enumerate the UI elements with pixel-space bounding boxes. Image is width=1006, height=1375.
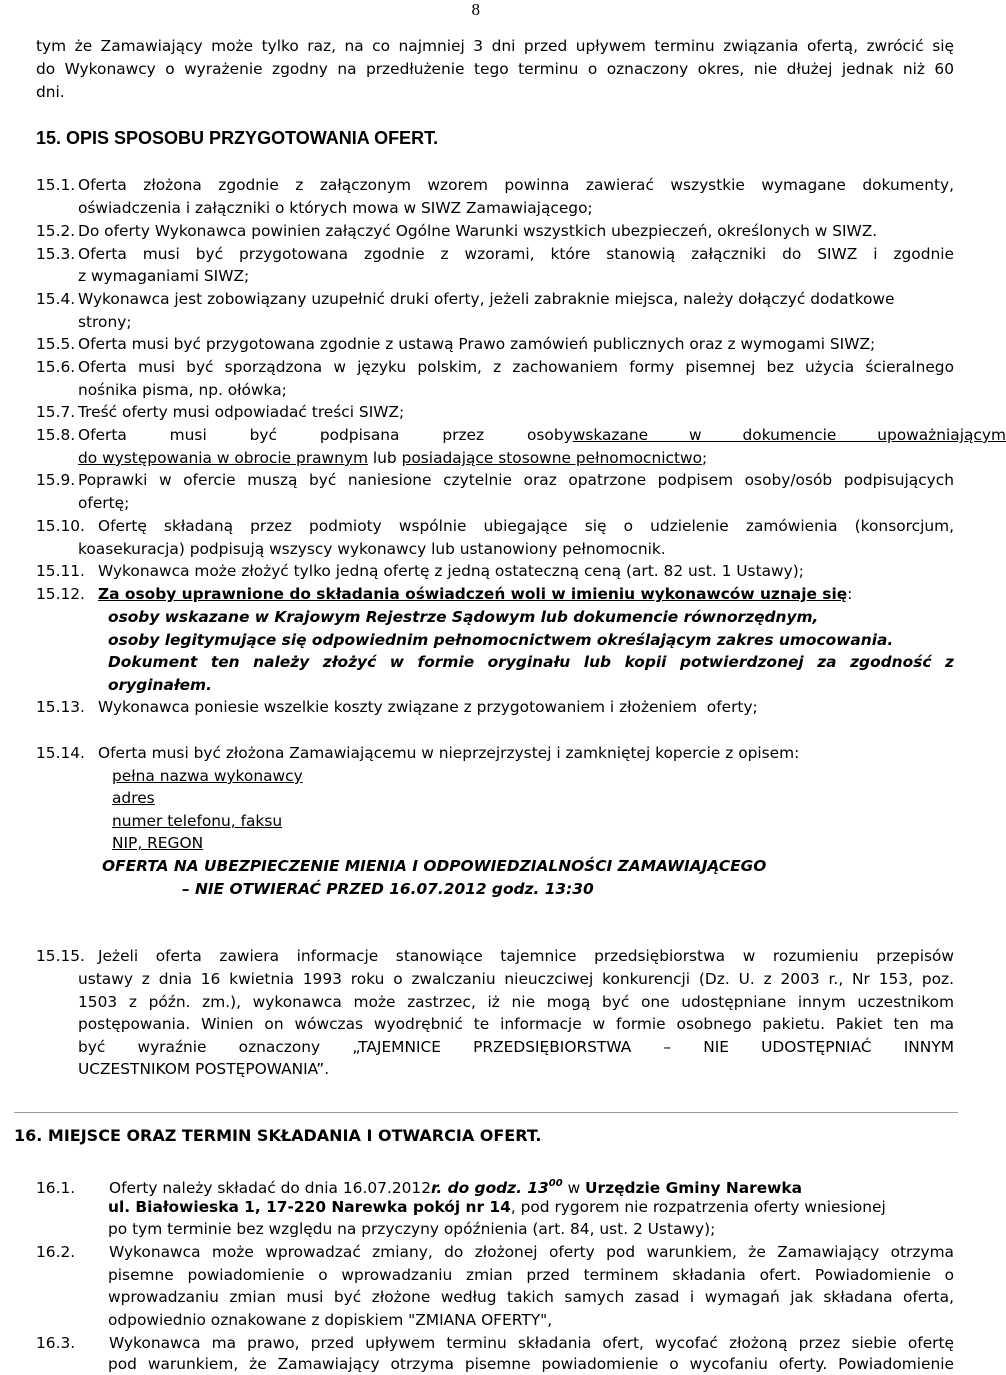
item-15-12-line-4: Dokument ten należy złożyć w formie oryginału lub kopii potwierdzonej za zgodność z bbox=[108, 653, 954, 671]
intro-line-3: dni. bbox=[36, 83, 65, 101]
section-divider bbox=[14, 1112, 958, 1113]
item-16-1-line-2: ul. Białowieska 1, 17-220 Narewka pokój nr 14, pod rygorem nie rozpatrzenia oferty wniesionej bbox=[108, 1198, 886, 1216]
item-number: 15.1. bbox=[36, 176, 76, 194]
item-15-14: 15.14. Oferta musi być złożona Zamawiającemu w nieprzejrzystej i zamkniętej kopercie z opisem: bbox=[36, 744, 800, 762]
item-15-6-cont: nośnika pisma, np. ołówka; bbox=[78, 381, 287, 399]
item-15-3: 15.3. Oferta musi być przygotowana zgodnie z wzorami, które stanowią załączniki do SIWZ i zgodnie bbox=[36, 245, 954, 263]
envelope-nip: NIP, REGON bbox=[112, 834, 204, 852]
item-15-7: 15.7. Treść oferty musi odpowiadać treści SIWZ; bbox=[36, 403, 405, 421]
item-15-15-line-5: być wyraźnie oznaczony „TAJEMNICE PRZEDSIĘBIORSTWA – NIE UDOSTĘPNIAĆ INNYM bbox=[78, 1038, 954, 1056]
item-16-2-line-2: pisemne powiadomienie o wprowadzaniu zmian przed terminem składania ofert. Powiadomienie o bbox=[108, 1266, 954, 1284]
item-15-10: 15.10. Ofertę składaną przez podmioty wspólnie ubiegające się o udzielenie zamówienia (konsorcjum, bbox=[36, 517, 954, 535]
item-15-15: 15.15. Jeżeli oferta zawiera informacje stanowiące tajemnice przedsiębiorstwa w rozumieniu przepisów bbox=[36, 947, 954, 965]
intro-line-2: do Wykonawcy o wyrażenie zgodny na przedłużenie tego terminu o oznaczony okres, nie dłużej jednak niż 60 bbox=[36, 60, 954, 78]
item-15-2: 15.2. Do oferty Wykonawca powinien załączyć Ogólne Warunki wszystkich ubezpieczeń, określonych w SIWZ. bbox=[36, 222, 878, 240]
item-15-1: 15.1. Oferta złożona zgodnie z załączonym wzorem powinna zawierać wszystkie wymagane dokumenty, bbox=[36, 176, 954, 194]
item-15-9-cont: ofertę; bbox=[78, 494, 130, 512]
envelope-title: OFERTA NA UBEZPIECZENIE MIENIA I ODPOWIEDZIALNOŚCI ZAMAWIAJĄCEGO bbox=[102, 857, 767, 875]
item-15-9: 15.9. Poprawki w ofercie muszą być naniesione czytelnie oraz opatrzone podpisem osoby/osób podpisujących bbox=[36, 471, 954, 489]
item-15-12: 15.12. Za osoby uprawnione do składania oświadczeń woli w imieniu wykonawców uznaje się: bbox=[36, 585, 853, 603]
item-15-15-line-3: 1503 z późn. zm.), wykonawca może zastrzec, iż nie mogą być one udostępniane innym uczestnikom bbox=[78, 993, 954, 1011]
page-number: 8 bbox=[471, 0, 480, 19]
item-15-6: 15.6. Oferta musi być sporządzona w języku polskim, z zachowaniem formy pisemnej bez użycia ścieralnego bbox=[36, 358, 954, 376]
item-16-3: 16.3. Wykonawca ma prawo, przed upływem terminu składania ofert, wycofać złożoną przez siebie ofertę bbox=[36, 1334, 954, 1352]
item-15-11: 15.11. Wykonawca może złożyć tylko jedną ofertę z jedną ostateczną ceną (art. 82 ust. 1 Ustawy); bbox=[36, 562, 804, 580]
item-15-12-line-5: oryginałem. bbox=[108, 676, 212, 694]
envelope-full-name: pełna nazwa wykonawcy bbox=[112, 767, 303, 785]
item-15-12-line-3: osoby legitymujące się odpowiednim pełnomocnictwem określającym zakres umocowania. bbox=[108, 631, 894, 649]
item-15-8: 15.8. Oferta musi być podpisana przez osobywskazane w dokumencie upoważniającym bbox=[36, 426, 1006, 444]
item-15-3-cont: z wymaganiami SIWZ; bbox=[78, 267, 250, 285]
section-15-heading: 15. OPIS SPOSOBU PRZYGOTOWANIA OFERT. bbox=[36, 128, 439, 148]
item-16-1: 16.1. Oferty należy składać do dnia 16.07.2012r. do godz. $13^{00}$ w Urzędzie Gminy Narewka bbox=[36, 1178, 803, 1197]
item-15-15-line-2: ustawy z dnia 16 kwietnia 1993 roku o zwalczaniu nieuczciwej konkurencji (Dz. U. z 2003 r., Nr 153, poz. bbox=[78, 970, 954, 988]
envelope-phone: numer telefonu, faksu bbox=[112, 812, 283, 830]
item-15-13: 15.13. Wykonawca poniesie wszelkie koszty związane z przygotowaniem i złożeniem oferty; bbox=[36, 698, 758, 716]
intro-line-1: tym że Zamawiający może tylko raz, na co najmniej 3 dni przed upływem terminu związania ofertą, zwrócić się bbox=[36, 37, 954, 55]
item-16-3-line-2: pod warunkiem, że Zamawiający otrzyma pisemne powiadomienie o wycofaniu oferty. Powiadomienie bbox=[108, 1355, 954, 1373]
item-15-10-cont: koasekuracja) podpisują wszyscy wykonawcy lub ustanowiony pełnomocnik. bbox=[78, 540, 666, 558]
envelope-warning: – NIE OTWIERAĆ PRZED 16.07.2012 godz. 13:30 bbox=[182, 880, 594, 898]
item-16-2-line-3: wprowadzaniu zmian musi być złożone według takich samych zasad i wymagań jak składana oferta, bbox=[108, 1288, 954, 1306]
item-15-15-line-4: postępowania. Winien on wówczas wyodrębnić te informacje w formie osobnego pakietu. Pakiet ten ma bbox=[78, 1015, 954, 1033]
item-16-2-line-4: odpowiednio oznakowane z dopiskiem "ZMIANA OFERTY", bbox=[108, 1311, 553, 1329]
item-15-5: 15.5. Oferta musi być przygotowana zgodnie z ustawą Prawo zamówień publicznych oraz z wymogami SIWZ; bbox=[36, 335, 876, 353]
item-15-8-cont: do występowania w obrocie prawnym lub posiadające stosowne pełnomocnictwo; bbox=[78, 449, 708, 467]
item-15-4-cont: strony; bbox=[78, 313, 132, 331]
item-16-1-line-3: po tym terminie bez względu na przyczyny opóźnienia (art. 84, ust. 2 Ustawy); bbox=[108, 1220, 716, 1238]
envelope-address: adres bbox=[112, 789, 155, 807]
section-16-heading: 16. MIEJSCE ORAZ TERMIN SKŁADANIA I OTWARCIA OFERT. bbox=[14, 1126, 542, 1145]
item-15-4: 15.4. Wykonawca jest zobowiązany uzupełnić druki oferty, jeżeli zabraknie miejsca, należy dołączyć dodatkowe bbox=[36, 290, 895, 308]
item-15-1-cont: oświadczenia i załączniki o których mowa w SIWZ Zamawiającego; bbox=[78, 199, 593, 217]
item-15-12-line-2: osoby wskazane w Krajowym Rejestrze Sądowym lub dokumencie równorzędnym, bbox=[108, 608, 819, 626]
item-15-15-line-6: UCZESTNIKOM POSTĘPOWANIA”. bbox=[78, 1060, 330, 1078]
item-16-2: 16.2. Wykonawca może wprowadzać zmiany, do złożonej oferty pod warunkiem, że Zamawiający otrzyma bbox=[36, 1243, 954, 1261]
